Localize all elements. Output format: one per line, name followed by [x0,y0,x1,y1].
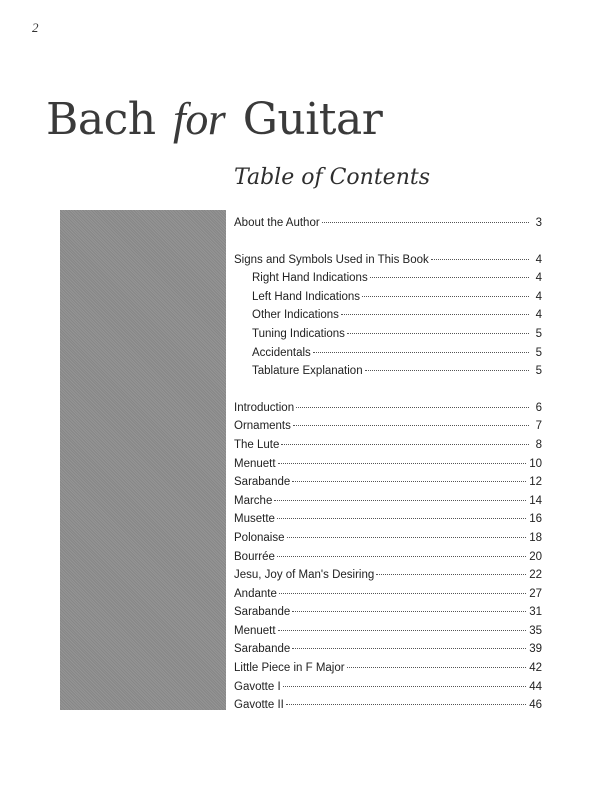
dot-leader [313,352,529,353]
toc-entry-label: Gavotte II [234,699,284,712]
toc-entry-label: Other Indications [252,309,339,322]
toc-entry[interactable] [234,529,542,548]
toc-entry[interactable] [234,436,542,455]
toc-entry[interactable] [234,455,542,474]
dot-leader [274,500,526,501]
toc-entry-label: Little Piece in F Major [234,662,345,675]
toc-entry-page: 44 [529,680,542,693]
toc-entry-page: 5 [535,346,542,359]
toc-entry-page: 42 [529,662,542,675]
toc-entry-label: Sarabande [234,476,291,489]
toc-entry-page: 39 [529,643,542,656]
toc-entry-label: Accidentals [252,346,311,359]
toc-entry-label: Marche [234,494,273,507]
toc-entry[interactable] [234,492,542,511]
dot-leader [322,222,529,223]
title-for: for [173,93,226,144]
dot-leader [286,704,526,705]
toc-entry-label: Signs and Symbols Used in This Book [234,253,429,266]
table-of-contents [234,214,542,715]
toc-entry-page: 10 [529,457,542,470]
book-title [46,93,383,145]
toc-entry-page: 14 [529,494,542,507]
toc-entry-label: Menuett [234,457,276,470]
toc-entry[interactable] [234,510,542,529]
dot-leader [296,407,529,408]
toc-entry[interactable] [234,214,542,233]
toc-entry-page: 5 [535,327,542,340]
toc-entry[interactable] [234,622,542,641]
dot-leader [347,333,529,334]
toc-entry-label: Gavotte I [234,680,281,693]
toc-entry[interactable] [234,696,542,715]
dot-leader [341,314,529,315]
toc-entry-label: Right Hand Indications [252,272,368,285]
toc-subentry[interactable] [234,288,542,307]
toc-entry-page: 5 [535,365,542,378]
dot-leader [431,259,529,260]
toc-entry-label: Tuning Indications [252,327,345,340]
toc-heading: Table of Contents [234,165,431,190]
dot-leader [370,277,529,278]
toc-entry-page: 12 [529,476,542,489]
toc-entry-page: 35 [529,624,542,637]
toc-entry-page: 16 [529,513,542,526]
dot-leader [278,463,527,464]
toc-entry[interactable] [234,603,542,622]
toc-entry-label: Bourrée [234,550,275,563]
dot-leader [277,518,526,519]
toc-entry-page: 18 [529,531,542,544]
toc-entry[interactable] [234,585,542,604]
decorative-gray-panel [60,210,226,710]
toc-entry-label: Sarabande [234,643,291,656]
toc-entry-label: Introduction [234,401,295,414]
toc-entry-label: Menuett [234,624,276,637]
toc-entry-page: 8 [535,438,542,451]
toc-entry-label: Musette [234,513,275,526]
dot-leader [278,630,527,631]
toc-entry-page: 6 [535,401,542,414]
toc-entry-label: Sarabande [234,606,291,619]
dot-leader [292,648,526,649]
toc-entry-page: 46 [529,699,542,712]
toc-entry[interactable] [234,473,542,492]
dot-leader [277,556,526,557]
title-bach: Bach [46,94,156,145]
dot-leader [376,574,526,575]
toc-entry-page: 20 [529,550,542,563]
dot-leader [281,444,529,445]
toc-entry-page: 4 [535,253,542,266]
toc-subentry[interactable] [234,344,542,363]
toc-entry-label: Andante [234,587,277,600]
toc-entry-label: Polonaise [234,531,285,544]
dot-leader [293,425,529,426]
dot-leader [287,537,527,538]
toc-entry-label: Ornaments [234,420,291,433]
dot-leader [365,370,529,371]
dot-leader [347,667,527,668]
toc-subentry[interactable] [234,306,542,325]
toc-entry[interactable] [234,659,542,678]
title-guitar: Guitar [242,94,383,145]
dot-leader [283,686,527,687]
toc-subentry[interactable] [234,269,542,288]
toc-entry-page: 31 [529,606,542,619]
toc-entry[interactable] [234,399,542,418]
toc-entry-page: 22 [529,569,542,582]
toc-entry-label: Tablature Explanation [252,365,363,378]
dot-leader [279,593,526,594]
toc-entry-label: Left Hand Indications [252,290,361,303]
toc-entry-page: 3 [535,217,542,229]
toc-entry-page: 4 [535,290,542,303]
toc-subentry[interactable] [234,325,542,344]
toc-entry[interactable] [234,548,542,567]
toc-entry-page: 4 [535,309,542,322]
toc-entry[interactable] [234,640,542,659]
toc-subentry[interactable] [234,362,542,381]
dot-leader [292,481,526,482]
dot-leader [362,296,529,297]
page-number: 2 [32,20,39,35]
toc-entry[interactable] [234,417,542,436]
toc-entry-page: 27 [529,587,542,600]
toc-entry-label: The Lute [234,438,280,451]
toc-entry-page: 7 [535,420,542,433]
toc-entry[interactable] [234,678,542,697]
toc-entry[interactable] [234,251,542,270]
toc-entry-label: About the Author [234,217,320,229]
toc-entry[interactable] [234,566,542,585]
toc-entry-page: 4 [535,272,542,285]
toc-entry-label: Jesu, Joy of Man's Desiring [234,569,375,582]
dot-leader [292,611,526,612]
